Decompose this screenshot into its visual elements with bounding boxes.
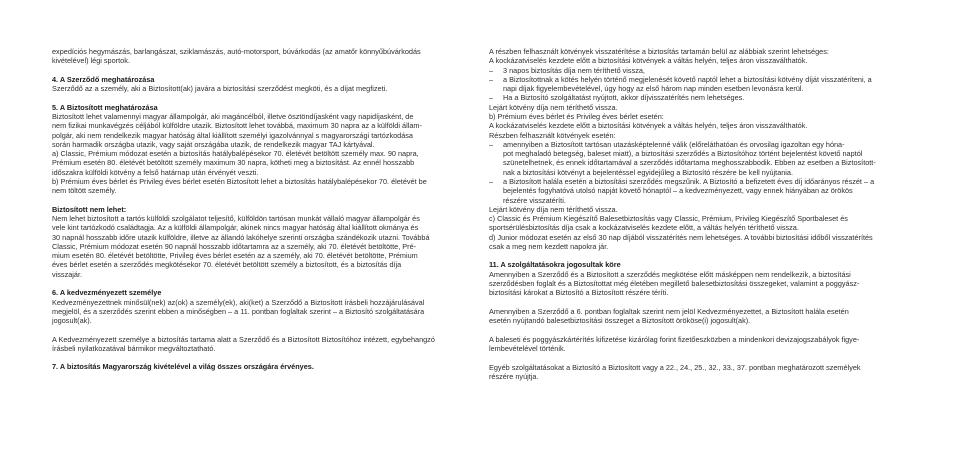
list-item: – 3 napos biztosítás díja nem téríthető vissza, [489,66,907,75]
list-item: – amennyiben a Biztosított tartósan utazásképtelenné válik (előreláthatóan és orvosilag igazoltan egy hóna- pot meghaladó betegség, baleset miatt), a biztosítási szerződés a Biztosítóhoz történt bejelentést követő naptól szünetelhetnek, és ennek időtartamával a szerződés időtartama meghosszabbodik. Ebben az esetben a Biztosított- nak a biztosítási kötvényt a bejelentéssel egyidejűleg a Biztosító részére be kell nyújtania. [489,140,907,177]
section-6-heading: 6. A kedvezményezett személye [52,288,162,298]
list-item: – Ha a Biztosító szolgáltatást nyújtott, akkor díjvisszatérítés nem lehetséges. [489,93,907,102]
section-4-body: Szerződő az a személy, aki a Biztosított(ak) javára a biztosítási szerződést megköti, és a díjat megfizeti. [52,84,388,94]
suspension-rule: amennyiben a Biztosított tartósan utazásképtelenné válik (előreláthatóan és orvosilag igazoltan egy hóna- pot meghaladó betegség, baleset miatt), a biztosítási szerződés a Biztosítóhoz történt bejelentést követő naptól szünetelhetnek, és ennek időtartamával a szerződés időtartama meghosszabbodik. Ebben az esetben a Biztosított- nak a biztosítási kötvényt a bejelentéssel egyidejűleg a Biztosító részére be kell nyújtania. [503,139,876,177]
section-5-body: Biztosított lehet valamennyi magyar állampolgár, aki magáncélból, illetve ösztöndíjasként vagy napidíjasként, de nem fizikai munkavégzés céljából külföldre utazik. Biztosított lehet továbbá, maximum 30 napra az a külföldi állam- polgár, aki nem rendelkezik magyar hatóság által kiállított személyi igazolvánnyal s magyarországi tartózkodása során harmadik országba utazik, vagy saját országába utazik, de rendelkezik magyar TAJ kártyával. [52,111,422,149]
list-item: – a Biztosítottnak a kötés helyén történő megjelenését követő naptól lehet a biztosítási kötvény díját visszatéríteni, a napi díjak figyelembevételével, úgy hogy az első három nap minden esetben levonásra kerül. [489,75,907,94]
right-column [489,47,907,381]
section-6-body: Kedvezményezettnek minősül(nek) az(ok) a személy(ek), aki(ket) a Szerződő a Biztosított írásbeli hozzájárulásával megjelöl, és a szerződés szerint ebben a minőségben – a 11. pontban foglaltak szerint – a Biztosító szolgáltatására jogosult(ak). [52,297,425,326]
section-5-item-b: b) Prémium éves bérlet és Privileg éves bérlet esetén Biztosított lehet a biztosítás hatálybalépésekor 70. életévét be nem töltött személy. [52,176,427,196]
refund-rule-1: 3 napos biztosítás díja nem téríthető vissza, [503,65,645,75]
left-column [52,47,468,372]
section-11-body-4: Egyéb szolgáltatásokat a Biztosító a Biztosított vagy a 22., 24., 25., 32., 33., 37. pontban meghatározott személyek részére nyújtja. [489,362,861,381]
section-11-heading: 11. A szolgáltatásokra jogosultak köre [489,260,621,270]
section-11-body: Amennyiben a Szerződő és a Biztosított a szerződés megkötése előtt másképpen nem rendelkezik, a biztosítási szerződésben foglalt és a Biztosítottat még életében megillető balesetbiztosítási összegeket, valamint a poggyász- biztosítási károkat a Biztosító a Biztosított részére téríti. [489,269,860,298]
intro-paragraph: expedíciós hegymászás, barlangászat, sziklamászás, autó-motorsport, búvárkodás (az amatőr könnyűbúvárkodás kivételével) légi sportok. [52,47,421,66]
death-rule: a Biztosított halála esetén a biztosítási szerződés megszűnik. A Biztosító a befizetett éves díj időarányos részét – a bejelentés fogyhatóvá utolsó napját követő hónaptól – a kedvezményezett, vagy ennek hiányában az örökös részére visszatéríti. [503,176,875,205]
refund-rule-2: a Biztosítottnak a kötés helyén történő megjelenését követő naptól lehet a biztosítási kötvény díját visszatéríteni, a napi díjak figyelembevételével, úgy hogy az első három nap minden esetben levonásra kerül. [503,74,872,94]
section-11-body-3: A baleseti és poggyászkártérítés kifizetése kizárólag forint fizetőeszközben a mindenkori devizajogszabályok figye- lembevételével történik. [489,334,860,353]
item-d-paragraph: d) Junior módozat esetén az első 30 nap díjából visszatérítés nem lehetséges. A további biztosítási időből visszatérítés csak a meg nem kezdett napokra jár. [489,232,873,251]
item-c-paragraph: c) Classic és Prémium Kiegészítő Balesetbiztosítás vagy Classic, Prémium, Privileg Kiegészítő Sportbaleset és sportsérülésbiztosítás díja csak a kockázatviselés kezdete előtt, a váltás helyén téríthető vissza. [489,214,848,233]
expired-note-2: Lejárt kötvény díja nem téríthető vissza. [489,204,618,214]
refund-intro: A részben felhasznált kötvények visszatérítése a biztosítás tartamán belül az alábbiak szerint lehetséges: A kockázatviselés kezdete előtt a biztosítási kötvények a váltás helyén, teljes áron visszaválthatók. [489,47,829,66]
section-6-body-2: A Kedvezményezett személye a biztosítás tartama alatt a Szerződő és a Biztosított Biztosítóhoz intézett, egybehangzó írásbeli nyilatkozatával bármikor megváltoztatható. [52,334,435,353]
list-item: – a Biztosított halála esetén a biztosítási szerződés megszűnik. A Biztosító a befizetett éves díj időarányos részét – a bejelentés fogyhatóvá utolsó napját követő hónaptól – a kedvezményezett, vagy ennek hiányában az örökös részére visszatéríti. [489,177,907,205]
section-5-item-a: a) Classic, Prémium módozat esetén a biztosítás hatálybalépésekor 70. életévét betöltött személy max. 90 napra, Prémium esetén 80. életévét betöltött személy maximum 30 napra, kötheti meg a biztosítást. Az ennél hosszabb időszakra külföldi kötvény a felső határnap után érvényét veszti. [52,149,419,177]
section-7-heading: 7. A biztosítás Magyarország kivételével a világ összes országára érvényes. [52,362,314,372]
item-b-paragraph: b) Prémium éves bérlet és Privileg éves bérlet esetén: A kockázatviselés kezdete előtt a biztosítási kötvények a váltás helyén, teljes áron visszaválthatók. Részben felhasznált kötvények esetén: [489,111,808,140]
expired-note-1: Lejárt kötvény díja nem téríthető vissza. [489,102,618,112]
not-insured-body: Nem lehet biztosított a tartós külföldi szolgálatot teljesítő, külföldön tartósan munkát vállaló magyar állampolgár és vele kint tartózkodó családtagja. Az a külföldi állampolgár, akinek nincs magyar hatóság által kiállított okmánya és 30 napnál hosszabb időre utazik külföldre, illetve az állandó lakóhelye szerinti országba szándékozik utazni. Továbbá Classic, Prémium módozat esetén 90 napnál hosszabb időtartamra az a személy, aki 70. életévét betöltötte, Pré- mium esetén 80. életévét betöltötte, Privileg éves bérlet esetén az a személy, aki 70. életévét betöltötte, Prémium éves bérlet esetén a szerződés megkötésekor 70. életévét betöltött személy a biztosított, és a biztosítás díja visszajár. [52,214,430,279]
section-4-heading: 4. A Szerződő meghatározása [52,74,155,84]
not-insured-heading: Biztosított nem lehet: [52,204,127,214]
section-11-body-2: Amennyiben a Szerződő a 6. pontban foglaltak szerint nem jelöl Kedvezményezettet, a Biztosított halála esetén esetén nyújtandó balesetbiztosítási összeget a Biztosított örököse(i) jogosult(ak). [489,306,849,326]
section-5-heading: 5. A Biztosított meghatározása [52,102,158,112]
refund-rule-3: Ha a Biztosító szolgáltatást nyújtott, akkor díjvisszatérítés nem lehetséges. [503,93,745,103]
